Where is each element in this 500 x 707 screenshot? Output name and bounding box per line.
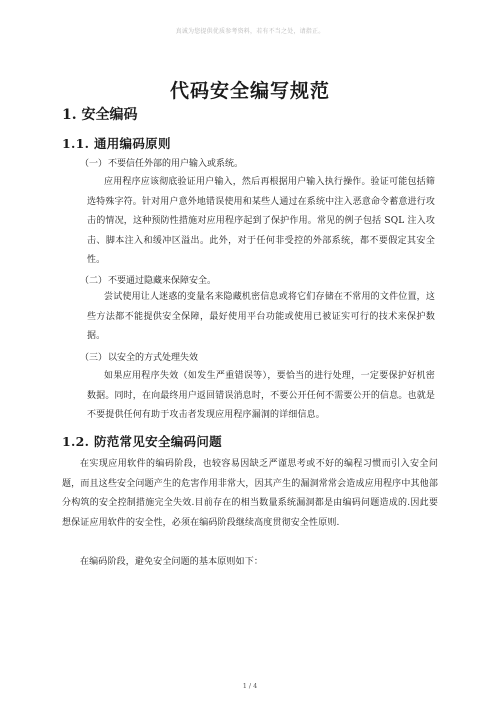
page-number: 1 / 4 <box>242 682 258 690</box>
principle-item-3 <box>80 352 198 364</box>
section-1-2-intro-line: 在编码阶段，避免安全问题的基本原则如下： <box>80 557 264 567</box>
principle-item-2 <box>80 275 216 287</box>
principle-2-body: 尝试使用让人迷惑的变量名来隐藏机密信息或将它们存储在不常用的文件位置，这些方法都不能提供安全保障，最好使用平台功能或使用已被证实可行的技术来保护数据。 <box>87 292 435 342</box>
principle-number: （三） <box>80 353 108 363</box>
section-1-2-paragraph: 在实现应用软件的编码阶段，也较容易因缺乏严谨思考或不好的编程习惯而引入安全问题，而且这些安全问题产生的危害作用非常大，因其产生的漏洞常常会造成应用程序中其他部分构筑的安全控制措施完全失效.目前存在的相当数量系统漏洞都是由编码问题造成的.因此要想保证应用软件的安全性，必须在编码阶段继续高度贯彻安全性原则. <box>62 459 438 528</box>
principle-number: （二） <box>80 276 108 286</box>
section-1-2-heading: 1.2. 防范常见安全编码问题 <box>62 434 222 449</box>
section-1-heading: 1. 安全编码 <box>62 107 138 123</box>
watermark-text: 真诚为您提供优质参考资料，若有不当之处，请指正。 <box>175 28 325 35</box>
principle-label: 不要信任外部的用户输入或系统。 <box>108 159 244 169</box>
principle-item-1 <box>80 158 243 170</box>
principle-1-body: 应用程序应该彻底验证用户输入，然后再根据用户输入执行操作。验证可能包括筛选特殊字符。针对用户意外地错误使用和某些人通过在系统中注入恶意命令蓄意进行攻击的情况，这种预防性措施对应用程序起到了保护作用。常见的例子包括 SQL 注入攻击、脚本注入和缓冲区溢出。此外，对于任何非受控的外部系统，都不要假定其安全性。 <box>87 177 435 266</box>
section-1-1-heading: 1.1. 通用编码原则 <box>62 136 171 151</box>
principle-3-body: 如果应用程序失效（如发生严重错误等），要恰当的进行处理，一定要保护好机密数据。同时，在向最终用户返回错误消息时，不要公开任何不需要公开的信息。也就是不要提供任何有助于攻击者发现应用程序漏洞的详细信息。 <box>87 371 435 421</box>
principle-number: （一） <box>80 159 108 169</box>
document-title: 代码安全编写规范 <box>169 80 330 102</box>
principle-label: 以安全的方式处理失效 <box>108 353 199 363</box>
principle-label: 不要通过隐藏来保障安全。 <box>108 276 217 286</box>
